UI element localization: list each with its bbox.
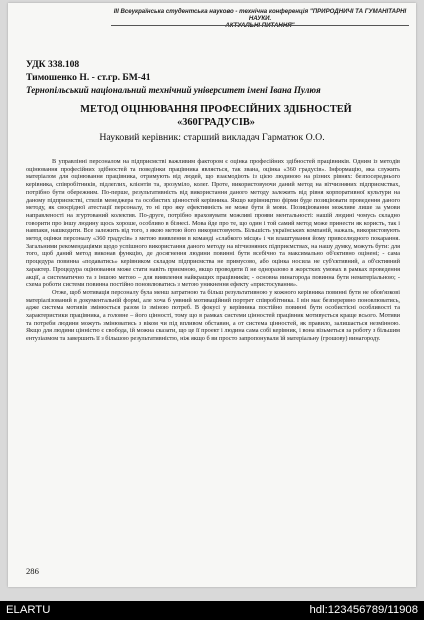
conference-header-line-2: АКТУАЛЬНІ ПИТАННЯ" xyxy=(225,22,295,30)
repository-name: ELARTU xyxy=(6,604,51,616)
article-title-line-1: МЕТОД ОЦІНЮВАННЯ ПРОФЕСІЙНИХ ЗДІБНОСТЕЙ xyxy=(80,104,352,115)
header-divider xyxy=(111,25,409,26)
repository-footer-bar xyxy=(0,601,424,620)
conference-header xyxy=(111,8,409,30)
article-title-line-2: «360ГРАДУСІВ» xyxy=(177,116,255,128)
body-paragraph-2: Отже, щоб мотивація персоналу була менш затратною та більш результативною у кожного керівника повинні бути не обов'язкові матеріалізований в документальній формі, але хоча б уявний мотиваційний портрет співробітника. І він має безперервно поновлюватись, адже система мотивів змінюється разом із зміною потреб. В фокусі у керівника постійно повинні бути особистісні особливості та характеристики працівника, а головне – його цінності, тому що в рамках системи цінностей працівник мотивується краще всього. Мотиви та потреби людини можуть змінюватись з віком чи під впливом обставин, а от система цінностей, як правило, залишається незмінною. Якщо для людини цінністю є свобода, ій можна сказати, що це її проект і людина сама собі керівник, і вона візьметься за роботу з більшим ентузіазмом та завершить її з більшою результативністю, ніж якщо б ви просто запропонували їй матеріальну (грошову) винагороду. xyxy=(26,288,400,343)
page-number: 286 xyxy=(26,566,39,576)
affiliation-line: Тернопільський національний технічний університет імені Івана Пулюя xyxy=(26,85,321,95)
author-line: Тимошенко Н. - ст.гр. БМ-41 xyxy=(26,72,151,83)
supervisor-line: Науковий керівник: старший викладач Гарматюк О.О. xyxy=(99,132,325,143)
handle-identifier[interactable]: hdl:123456789/11908 xyxy=(309,604,418,616)
document-page xyxy=(8,3,416,587)
article-body xyxy=(26,158,400,343)
udc-code: УДК 338.108 xyxy=(26,59,80,70)
conference-header-line-1: ІІІ Всеукраїнська студентська науково - технічна конференція "ПРИРОДНИЧІ ТА ГУМАНІТАРНІ НАУКИ. xyxy=(113,8,407,23)
article-title xyxy=(38,104,394,129)
body-paragraph-1: В управлінні персоналом на підприємстві важливим фактором є оцінка професійних здібностей працівників. Одним із методів оцінювання професійних здібностей та поведінки працівника являється, так звана, оцінка «360 градусів». Інформацію, яка служить матеріалом для оцінювання працівника, отримують від людей, що взаємодіють із цією людиною на різних рівнях: безпосереднього керівника, співробітників, підлеглих, клієнтів та, зрозуміло, колег. Проте, використовуючи даний метод на вітчизняних підприємствах, потрібно бути обережним. По-перше, результативність від використання даного методу залежить від рівня корпоративної культури на даному підприємстві, стилів менеджера та особистих цінностей керівника. Якщо керівництво фірми буде позиціювати проведення даного методу, як своєрідної атестації персоналу, то ні про яку ефективність не може бути й мови. Позиціювання можливе лише за умови направленості на згуртований колектив. По-друге, потрібно враховувати можливі прояви ментальності: нашій людині чомусь складно говорити про іншу людину щось хороше, особливо в бізнесі. Мова йде про те, що один і той самий метод може принести як користь, так і навпаки, нашкодити. Все залежить від того, з якою метою його використовують. Більшість українських компаній, нажаль, використовують метод оцінки персоналу «360 градусів» з метою виявлення в команді «слабкого місця» і чи влаштування йому привселюдного покарання. Загальними рекомендаціями щодо успішного використання даного методу на вітчизняних підприємствах, на нашу думку, можуть бути: для того, щоб даний метод виконав функцію, де досягнення людини повинні бути всебічно та максимально об'єктивно оцінені; - сама процедура повинна «подаватись» керівником складом підприємства не примусово, або оцінка носила не суб'єктивний, а об'єктивний характер. Процедура оцінювання може стати навіть приємною, якщо проводити її не одноразово в жорстких умовах в рамках проведення акції, а систематично та з іншою метою – для виявлення найкращих працівників; - основна винагорода повинна бути нематеріальною; - схема роботи системи повинна постійно поновлюватись з метою уникнення ефекту «пристосування». xyxy=(26,158,400,289)
